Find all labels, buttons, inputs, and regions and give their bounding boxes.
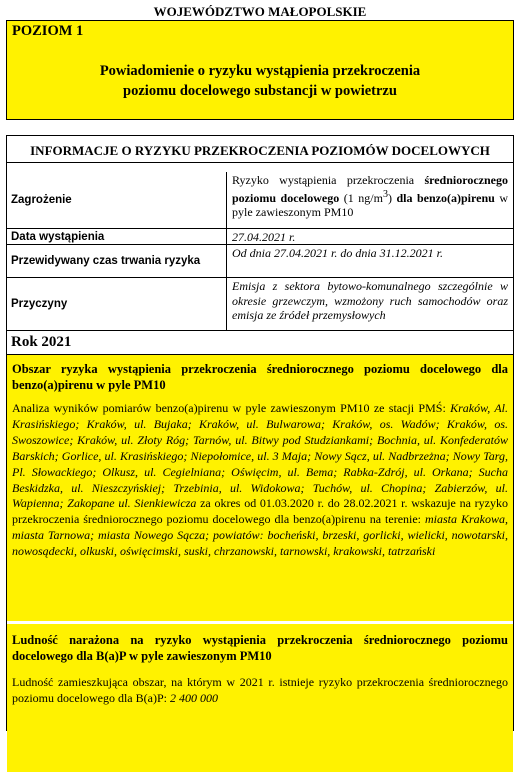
risk-info-table [6,135,514,731]
region-title: WOJEWÓDZTWO MAŁOPOLSKIE [153,4,367,19]
notification-title-line-2: poziomu docelowego substancji w powietrzu [123,83,397,99]
population-section [7,624,513,772]
row-threat-value: Ryzyko wystąpienia przekroczenia średniorocznego poziomu docelowego (1 $ng/m^3$) dla benzo(a)pirenu w pyle zawieszonym PM10 [232,173,508,219]
row-date-label: Data wystąpienia [7,229,227,244]
level-banner [6,20,514,120]
year-heading: Rok 2021 [7,331,513,355]
level-label: POZIOM 1 [12,23,84,39]
row-date [7,229,513,245]
population-text: Ludność zamieszkująca obszar, na którym w 2021 r. istnieje ryzyko przekroczenia średniorocznego poziomu docelowego dla B(a)P: 2 400 000 [12,675,508,705]
row-duration-label: Przewidywany czas trwania ryzyka [7,245,227,277]
row-threat [7,172,513,229]
row-threat-label: Zagrożenie [7,172,227,228]
notification-title [7,61,513,101]
population-heading: Ludność narażona na ryzyko wystąpienia przekroczenia średniorocznego poziomu docelowego dla B(a)P w pyle zawieszonym PM10 [12,633,508,663]
row-duration [7,245,513,278]
row-date-value: 27.04.2021 r. [232,230,296,244]
row-causes-value: Emisja z sektora bytowo-komunalnego szczególnie w okresie grzewczym, wzmożony ruch samochodów oraz emisja ze źródeł przemysłowych [232,279,508,322]
row-causes-label: Przyczyny [7,278,227,330]
risk-area-section [7,355,513,621]
info-table-header: INFORMACJE O RYZYKU PRZEKROCZENIA POZIOMÓW DOCELOWYCH [7,136,513,163]
risk-area-heading: Obszar ryzyka wystąpienia przekroczenia średniorocznego poziomu docelowego dla benzo(a)pirenu w pyle PM10 [12,362,508,392]
notification-title-line-1: Powiadomienie o ryzyku wystąpienia przekroczenia [99,63,421,79]
row-causes [7,278,513,331]
risk-area-text: Analiza wyników pomiarów benzo(a)pirenu w pyle zawieszonym PM10 ze stacji PMŚ: Kraków, Al. Krasińskiego; Kraków, ul. Bujaka; Kraków, ul. Bulwarowa; Kraków, os. Wadów; Kraków, os. Swoszowice; Kraków, ul. Złoty Róg; Tarnów, ul. Bitwy pod Studziankami; Bochnia, ul. Konfederatów Barskich; Gorlice, ul. Krasińskiego; Niepołomice, ul. 3 Maja; Nowy Sącz, ul. Nadbrzeżna; Nowy Targ, Pl. Słowackiego; Olkusz, ul. Cegielniana; Oświęcim, ul. Bema; Rabka-Zdrój, ul. Orkana; Sucha Beskidzka, ul. Nieszczyńskiej; Trzebinia, ul. Widokowa; Tuchów, ul. Chopina; Zabierzów, ul. Wapienna; Zakopane ul. Sienkiewicza za okres od 01.03.2020 r. do 28.02.2021 r. wskazuje na ryzyko przekroczenia średniorocznego poziomu docelowego dla benzo(a)pirenu na terenie: miasta Krakowa, miasta Tarnowa; miasta Nowego Sącza; powiatów: bocheński, brzeski, gorlicki, wielicki, nowotarski, nowosądecki, olkuski, oświęcimski, suski, chrzanowski, tarnowski, krakowski, tatrzański [12,401,508,559]
row-duration-value: Od dnia 27.04.2021 r. do dnia 31.12.2021 r. [232,246,444,260]
